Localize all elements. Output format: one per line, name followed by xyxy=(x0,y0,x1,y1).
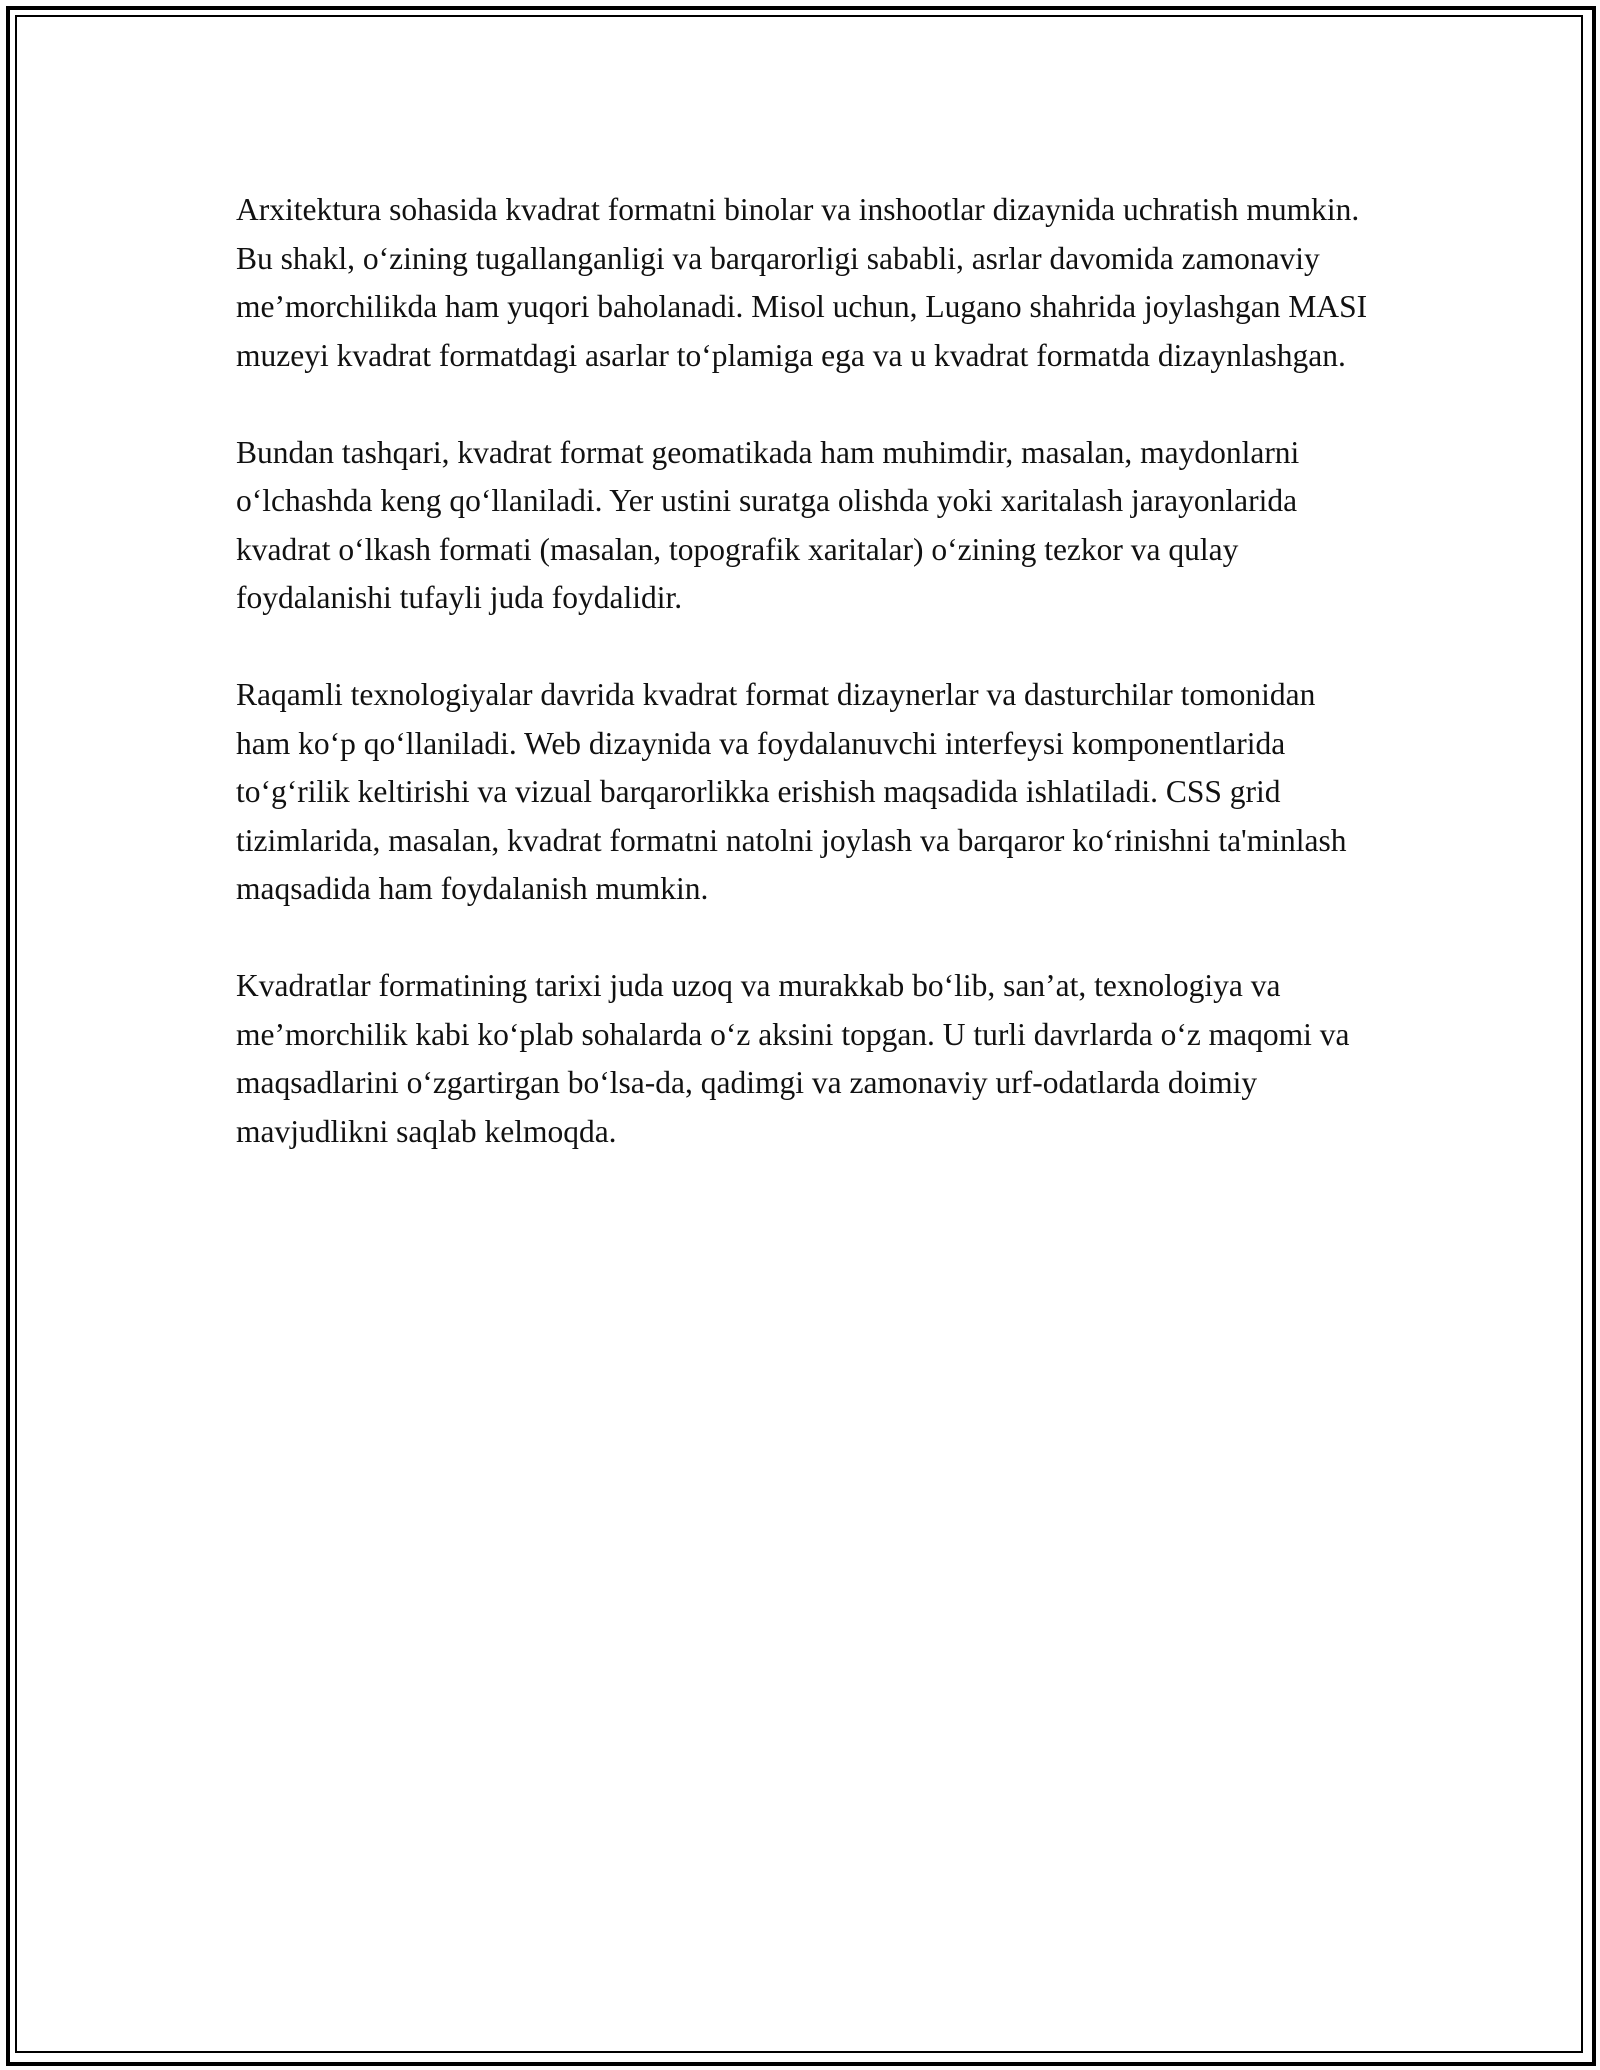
paragraph-geomatics: Bundan tashqari, kvadrat format geomatikada ham muhimdir, masalan, maydonlarni o‘lchashda keng qo‘llaniladi. Yer ustini suratga olishda yoki xaritalash jarayonlarida kvadrat o‘lkash formati (masalan, topografik xaritalar) o‘zining tezkor va qulay foydalanishi tufayli juda foydalidir. xyxy=(236,434,1300,615)
paragraph-architecture: Arxitektura sohasida kvadrat formatni binolar va inshootlar dizaynida uchratish mumkin. Bu shakl, o‘zining tugallanganligi va barqarorligi sababli, asrlar davomida zamonaviy me’morchilikda ham yuqori baholanadi. Misol uchun, Lugano shahrida joylashgan MASI muzeyi kvadrat formatdagi asarlar to‘plamiga ega va u kvadrat formatda dizaynlashgan. xyxy=(236,192,1368,373)
paragraph-digital-technology: Raqamli texnologiyalar davrida kvadrat format dizaynerlar va dasturchilar tomonidan ham ko‘p qo‘llaniladi. Web dizaynida va foydalanuvchi interfeysi komponentlarida to‘g‘rilik keltirishi va vizual barqarorlikka erishish maqsadida ishlatiladi. CSS grid tizimlarida, masalan, kvadrat formatni natolni joylash va barqaror ko‘rinishni ta'minlash maqsadida ham foydalanish mumkin. xyxy=(236,677,1347,906)
document-body xyxy=(236,186,1376,1205)
paragraph-history: Kvadratlar formatining tarixi juda uzoq va murakkab bo‘lib, san’at, texnologiya va me’morchilik kabi ko‘plab sohalarda o‘z aksini topgan. U turli davrlarda o‘z maqomi va maqsadlarini o‘zgartirgan bo‘lsa-da, qadimgi va zamonaviy urf-odatlarda doimiy mavjudlikni saqlab kelmoqda. xyxy=(236,968,1350,1149)
